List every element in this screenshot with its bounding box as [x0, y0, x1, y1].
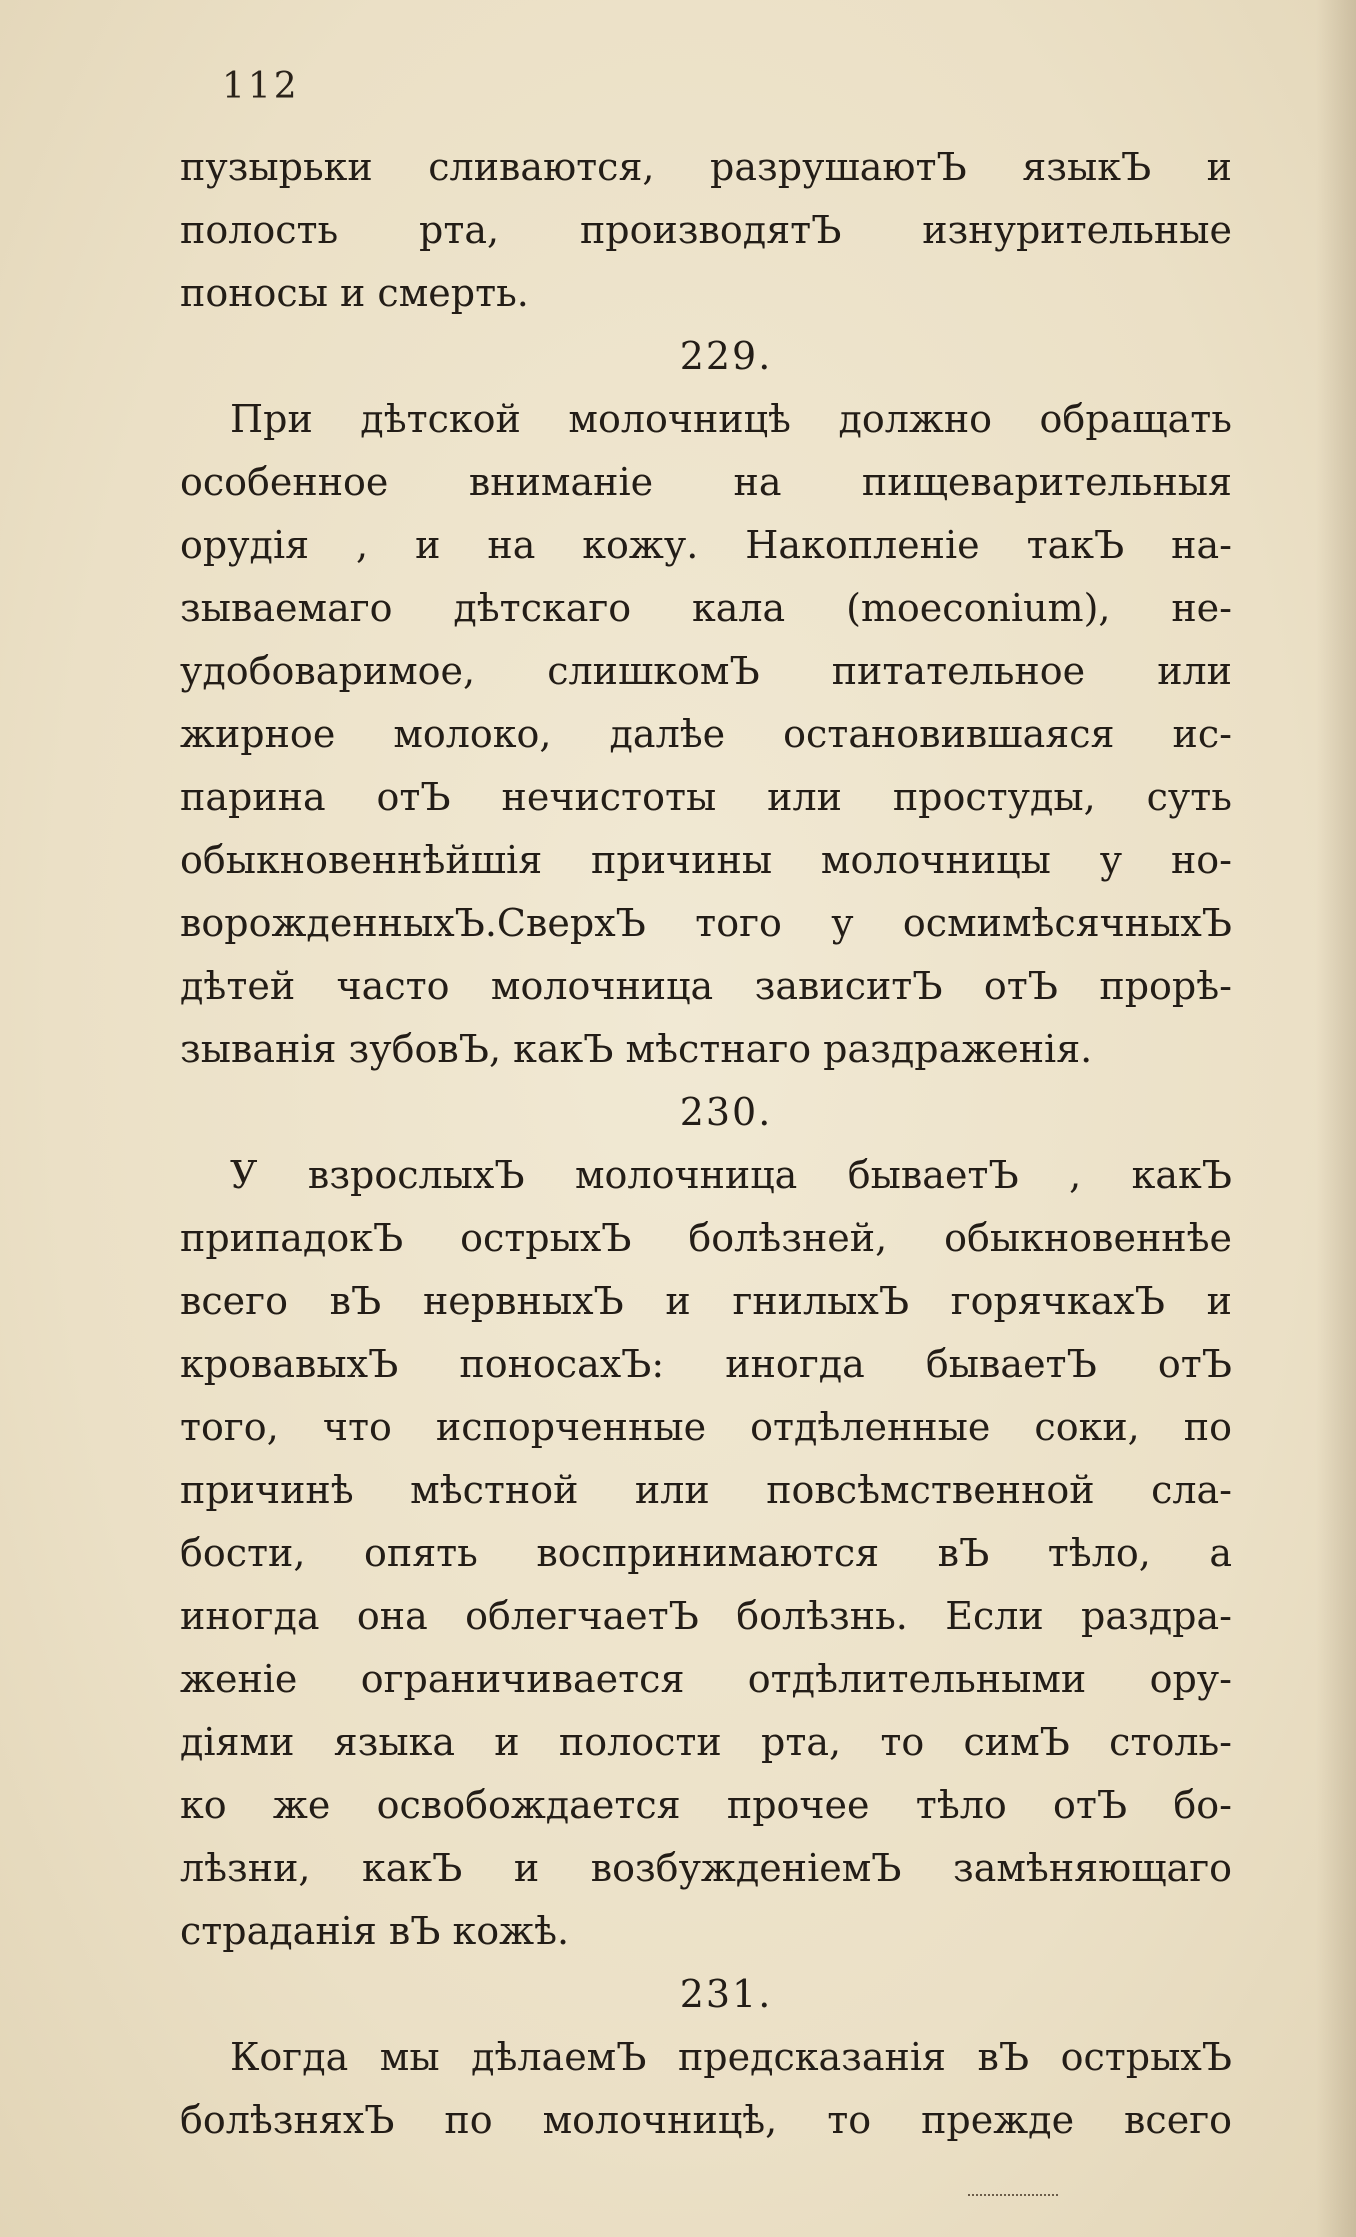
paragraph	[180, 388, 1232, 1081]
text-line: иногда она облегчаетЪ болѣзнь. Если раздра-	[180, 1594, 1232, 1638]
paragraph	[180, 1144, 1232, 1963]
text-line: зыванія зубовЪ, какЪ мѣстнаго раздраженія.	[180, 1027, 1093, 1071]
text-line: ко же освобождается прочее тѣло отЪ бо-	[180, 1783, 1232, 1827]
text-line: страданія вЪ кожѣ.	[180, 1909, 570, 1953]
text-line: того, что испорченные отдѣленные соки, по	[180, 1405, 1232, 1449]
text-line: ворожденныхЪ.СверхЪ того у осмимѣсячныхЪ	[180, 901, 1232, 945]
text-line: удобоваримое, слишкомЪ питательное или	[180, 649, 1232, 693]
text-line: При дѣтской молочницѣ должно обращать	[230, 397, 1232, 441]
text-line: орудія , и на кожу. Накопленіе такЪ на-	[180, 523, 1232, 567]
text-line: лѣзни, какЪ и возбужденіемЪ замѣняющаго	[180, 1846, 1232, 1890]
text-line: зываемаго дѣтскаго кала (moeconium), не-	[180, 586, 1232, 630]
text-line: бости, опять воспринимаются вЪ тѣло, а	[180, 1531, 1232, 1575]
text-line: дѣтей часто молочница зависитЪ отЪ прорѣ-	[180, 964, 1232, 1008]
text-line: особенное вниманіе на пищеварительныя	[180, 460, 1232, 504]
text-line: женіе ограничивается отдѣлительными ору-	[180, 1657, 1232, 1701]
text-line: жирное молоко, далѣе остановившаяся ис-	[180, 712, 1232, 756]
printer-mark	[968, 2194, 1058, 2198]
text-line: полость рта, производятЪ изнурительные	[180, 208, 1232, 252]
page-text	[180, 136, 1232, 2152]
text-line: діями языка и полости рта, то симЪ столь-	[180, 1720, 1232, 1764]
text-line: причинѣ мѣстной или повсѣмственной сла-	[180, 1468, 1232, 1512]
paragraph	[180, 136, 1232, 325]
text-line: парина отЪ нечистоты или простуды, суть	[180, 775, 1232, 819]
text-line: пузырьки сливаются, разрушаютЪ языкЪ и	[180, 145, 1232, 189]
page-edge-shadow	[1316, 0, 1356, 2237]
paragraph	[180, 2026, 1232, 2152]
section-number: 229.	[679, 334, 773, 378]
text-line: У взрослыхЪ молочница бываетЪ , какЪ	[230, 1153, 1232, 1197]
page-number: 112	[222, 66, 300, 107]
text-line: обыкновеннѣйшія причины молочницы у но-	[180, 838, 1232, 882]
section-number: 231.	[679, 1972, 773, 2016]
text-line: Когда мы дѣлаемЪ предсказанія вЪ острыхЪ	[230, 2035, 1232, 2079]
section-number: 230.	[679, 1090, 773, 1134]
text-line: припадокЪ острыхЪ болѣзней, обыкновеннѣе	[180, 1216, 1232, 1260]
text-line: всего вЪ нервныхЪ и гнилыхЪ горячкахЪ и	[180, 1279, 1232, 1323]
text-line: болѣзняхЪ по молочницѣ, то прежде всего	[180, 2098, 1232, 2142]
text-line: поносы и смерть.	[180, 271, 529, 315]
text-line: кровавыхЪ поносахЪ: иногда бываетЪ отЪ	[180, 1342, 1232, 1386]
